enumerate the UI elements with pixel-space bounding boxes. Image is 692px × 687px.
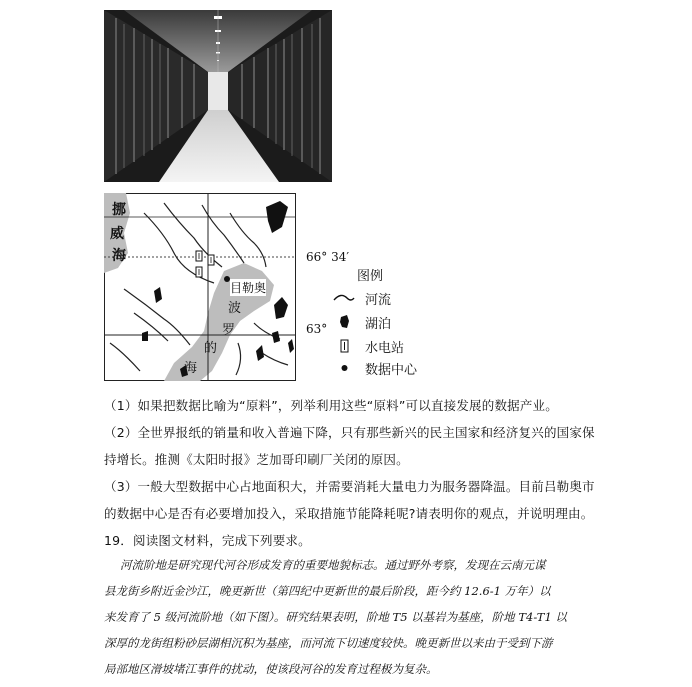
map-label-baltic-3: 的 bbox=[204, 341, 218, 356]
passage-line-2: 县龙街乡附近金沙江，晚更新世（第四纪中更新世的最后阶段，距今约 12.6-1 万年）以 bbox=[104, 584, 551, 598]
legend-title: 图例 bbox=[357, 269, 384, 284]
question-2-line-1: （2）全世界报纸的销量和收入普遍下降，只有那些新兴的民主国家和经济复兴的国家保 bbox=[104, 425, 595, 440]
latitude-63-label: 63° bbox=[306, 322, 328, 336]
question-3-line-2: 的数据中心是否有必要增加投入，采取措施节能降耗呢?请表明你的观点，并说明理由。 bbox=[104, 506, 594, 521]
legend-lake-label: 湖泊 bbox=[365, 317, 392, 332]
map-label-city: 目勒奥 bbox=[230, 281, 267, 295]
region-map bbox=[104, 193, 296, 381]
data-center-icon bbox=[333, 358, 355, 378]
passage-line-4: 深厚的龙街组粉砂层湖相沉积为基座，而河流下切速度较快。晚更新世以来由于受到下游 bbox=[104, 636, 553, 650]
river-icon bbox=[333, 288, 355, 308]
map-label-baltic-1: 波 bbox=[228, 301, 242, 316]
hydropower-icon bbox=[333, 336, 355, 356]
map-label-norway-2: 威 bbox=[110, 226, 124, 242]
map-label-norway-3: 海 bbox=[112, 248, 126, 264]
map-label-baltic-2: 罗 bbox=[222, 323, 236, 338]
data-center-photo bbox=[104, 10, 332, 182]
map-label-norway-1: 挪 bbox=[112, 202, 126, 218]
lake-icon bbox=[333, 312, 355, 332]
passage-line-3: 来发育了 5 级河流阶地（如下图）。研究结果表明，阶地 T5 以基岩为基座，阶地 T4-T1 以 bbox=[104, 610, 567, 624]
legend-hydropower-label: 水电站 bbox=[365, 341, 405, 356]
question-1: （1）如果把数据比喻为“原料”，列举利用这些“原料”可以直接发展的数据产业。 bbox=[104, 398, 558, 413]
legend-river-label: 河流 bbox=[365, 293, 392, 308]
legend-data-center-label: 数据中心 bbox=[365, 363, 418, 378]
map-graphic bbox=[104, 193, 296, 381]
question-19: 19．阅读图文材料，完成下列要求。 bbox=[104, 533, 311, 548]
passage-line-5: 局部地区滑坡堵江事件的扰动，使该段河谷的发育过程极为复杂。 bbox=[104, 662, 438, 676]
question-3-line-1: （3）一般大型数据中心占地面积大，并需要消耗大量电力为服务器降温。目前吕勒奥市 bbox=[104, 479, 595, 494]
question-2-line-2: 持增长。推测《太阳时报》芝加哥印刷厂关闭的原因。 bbox=[104, 452, 409, 467]
latitude-66-label: 66° 34′ bbox=[306, 250, 350, 264]
map-label-baltic-4: 海 bbox=[184, 361, 198, 376]
passage-line-1: 河流阶地是研究现代河谷形成发育的重要地貌标志。通过野外考察，发现在云南元谋 bbox=[120, 558, 546, 572]
